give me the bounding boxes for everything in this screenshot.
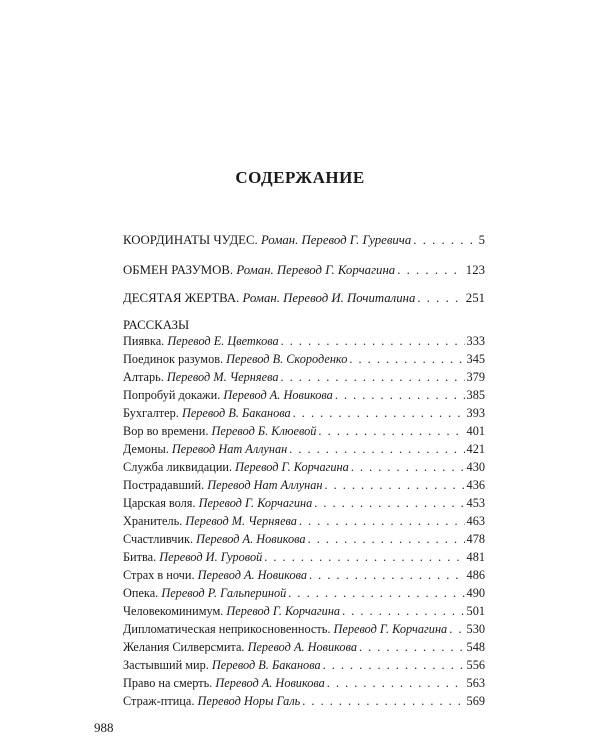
entry-title: Опека. — [123, 586, 159, 600]
entry-title: Желания Силверсмита. — [123, 640, 245, 654]
toc-entry[interactable] — [123, 477, 485, 493]
entry-page: 251 — [465, 291, 485, 305]
entry-title: Пострадавший. — [123, 478, 205, 492]
entry-title: Бухгалтер. — [123, 406, 179, 420]
dot-leader — [327, 675, 465, 691]
toc-entry[interactable] — [123, 603, 485, 619]
entry-page: 385 — [466, 388, 485, 402]
toc-entry[interactable] — [123, 693, 485, 709]
dot-leader — [289, 441, 464, 457]
toc-entry-major[interactable] — [123, 262, 485, 278]
entry-page: 401 — [466, 424, 485, 438]
entry-desc: Перевод И. Гуровой — [159, 550, 263, 564]
entry-desc: Перевод А. Новикова — [223, 388, 333, 402]
toc-entry[interactable] — [123, 351, 485, 367]
entry-desc: Перевод А. Новикова — [196, 532, 306, 546]
entry-desc: Перевод Г. Корчагина — [235, 460, 349, 474]
dot-leader — [397, 262, 464, 278]
entry-desc: Перевод Р. Гальпериной — [161, 586, 287, 600]
toc-entry[interactable] — [123, 405, 485, 421]
dot-leader — [323, 657, 465, 673]
entry-page: 486 — [466, 568, 485, 582]
entry-page: 463 — [466, 514, 485, 528]
entry-title: Право на смерть. — [123, 676, 213, 690]
toc-entry-major[interactable] — [123, 232, 485, 248]
entry-page: 453 — [466, 496, 485, 510]
dot-leader — [449, 621, 464, 637]
page-number: 988 — [94, 720, 114, 735]
entry-desc: Перевод Нат Аллунан — [207, 478, 323, 492]
dot-leader — [293, 405, 465, 421]
entry-page: 556 — [466, 658, 485, 672]
entry-title: Алтарь. — [123, 370, 164, 384]
dot-leader — [281, 333, 465, 349]
entry-page: 569 — [466, 694, 485, 708]
toc-entry[interactable] — [123, 441, 485, 457]
page-title: СОДЕРЖАНИЕ — [235, 168, 365, 187]
entry-page: 5 — [478, 233, 485, 247]
toc-entry[interactable] — [123, 531, 485, 547]
entry-title: Страж-птица. — [123, 694, 195, 708]
entry-desc: Перевод А. Новикова — [197, 568, 308, 582]
entry-title: Демоны. — [123, 442, 169, 456]
entry-page: 379 — [466, 370, 485, 384]
entry-page: 563 — [466, 676, 485, 690]
entry-page: 436 — [466, 478, 485, 492]
entry-title: Застывший мир. — [123, 658, 209, 672]
toc-entry[interactable] — [123, 639, 485, 655]
dot-leader — [335, 387, 465, 403]
dot-leader — [280, 369, 464, 385]
toc-entry[interactable] — [123, 387, 485, 403]
dot-leader — [318, 423, 464, 439]
dot-leader — [264, 549, 464, 565]
entry-desc: Перевод Г. Корчагина — [198, 496, 313, 510]
toc-entry[interactable] — [123, 459, 485, 475]
dot-leader — [309, 567, 465, 583]
dot-leader — [351, 459, 465, 475]
entry-title: Служба ликвидации. — [123, 460, 233, 474]
entry-desc: Перевод Нат Аллунан — [171, 442, 288, 456]
toc-entry[interactable] — [123, 423, 485, 439]
entry-desc: Перевод В. Скороденко — [226, 352, 348, 366]
entry-page: 421 — [466, 442, 485, 456]
dot-leader — [413, 232, 476, 248]
entry-desc: Перевод Г. Корчагина — [333, 622, 448, 636]
dot-leader — [349, 351, 464, 367]
entry-title: Поединок разумов. — [123, 352, 224, 366]
entry-desc: Роман. Перевод Г. Корчагина — [236, 263, 396, 277]
entry-page: 333 — [466, 334, 485, 348]
entry-title: Хранитель. — [123, 514, 183, 528]
toc-entry[interactable] — [123, 495, 485, 511]
entry-page: 345 — [466, 352, 485, 366]
entry-desc: Перевод А. Новикова — [215, 676, 325, 690]
entry-page: 530 — [466, 622, 485, 636]
entry-desc: Перевод В. Баканова — [211, 658, 321, 672]
entry-title: Пиявка. — [123, 334, 165, 348]
entry-page: 548 — [466, 640, 485, 654]
dot-leader — [417, 290, 463, 306]
entry-title: Человекоминимум. — [123, 604, 224, 618]
entry-desc: Роман. Перевод Г. Гуревича — [260, 233, 412, 247]
dot-leader — [299, 513, 465, 529]
toc-entry[interactable] — [123, 657, 485, 673]
entry-title: ДЕСЯТАЯ ЖЕРТВА. — [123, 291, 240, 305]
entry-desc: Перевод Г. Корчагина — [226, 604, 341, 618]
entry-desc: Перевод Норы Галь — [197, 694, 301, 708]
toc-entry[interactable] — [123, 513, 485, 529]
entry-desc: Перевод М. Черняева — [185, 514, 297, 528]
entry-title: Вор во времени. — [123, 424, 209, 438]
entry-page: 501 — [466, 604, 485, 618]
entry-title: Страх в ночи. — [123, 568, 195, 582]
toc-entry[interactable] — [123, 621, 485, 637]
entry-title: Счастливчик. — [123, 532, 194, 546]
dot-leader — [302, 693, 464, 709]
entry-title: Царская воля. — [123, 496, 196, 510]
toc-entry[interactable] — [123, 585, 485, 601]
entry-desc: Перевод В. Баканова — [181, 406, 291, 420]
entry-desc: Перевод А. Новикова — [247, 640, 357, 654]
dot-leader — [308, 531, 465, 547]
toc-entry[interactable] — [123, 369, 485, 385]
dot-leader — [342, 603, 464, 619]
dot-leader — [314, 495, 464, 511]
entry-desc: Роман. Перевод И. Почиталина — [242, 291, 416, 305]
entry-page: 478 — [466, 532, 485, 546]
toc-entry-major[interactable] — [123, 290, 485, 306]
entry-page: 430 — [466, 460, 485, 474]
dot-leader — [325, 477, 465, 493]
toc-entry[interactable] — [123, 675, 485, 691]
entry-desc: Перевод М. Черняева — [166, 370, 279, 384]
toc-entry[interactable] — [123, 333, 485, 349]
entry-page: 123 — [465, 263, 485, 277]
dot-leader — [359, 639, 465, 655]
entry-desc: Перевод Е. Цветкова — [167, 334, 279, 348]
toc-entry[interactable] — [123, 549, 485, 565]
entry-page: 490 — [466, 586, 485, 600]
entry-title: Дипломатическая неприкосновенность. — [123, 622, 331, 636]
entry-title: КООРДИНАТЫ ЧУДЕС. — [123, 233, 258, 247]
entry-title: ОБМЕН РАЗУМОВ. — [123, 263, 234, 277]
section-heading: РАССКАЗЫ — [123, 318, 190, 332]
entry-title: Битва. — [123, 550, 157, 564]
dot-leader — [288, 585, 464, 601]
entry-page: 393 — [466, 406, 485, 420]
toc-entry[interactable] — [123, 567, 485, 583]
entry-desc: Перевод Б. Клюевой — [211, 424, 317, 438]
entry-title: Попробуй докажи. — [123, 388, 221, 402]
entry-page: 481 — [466, 550, 485, 564]
